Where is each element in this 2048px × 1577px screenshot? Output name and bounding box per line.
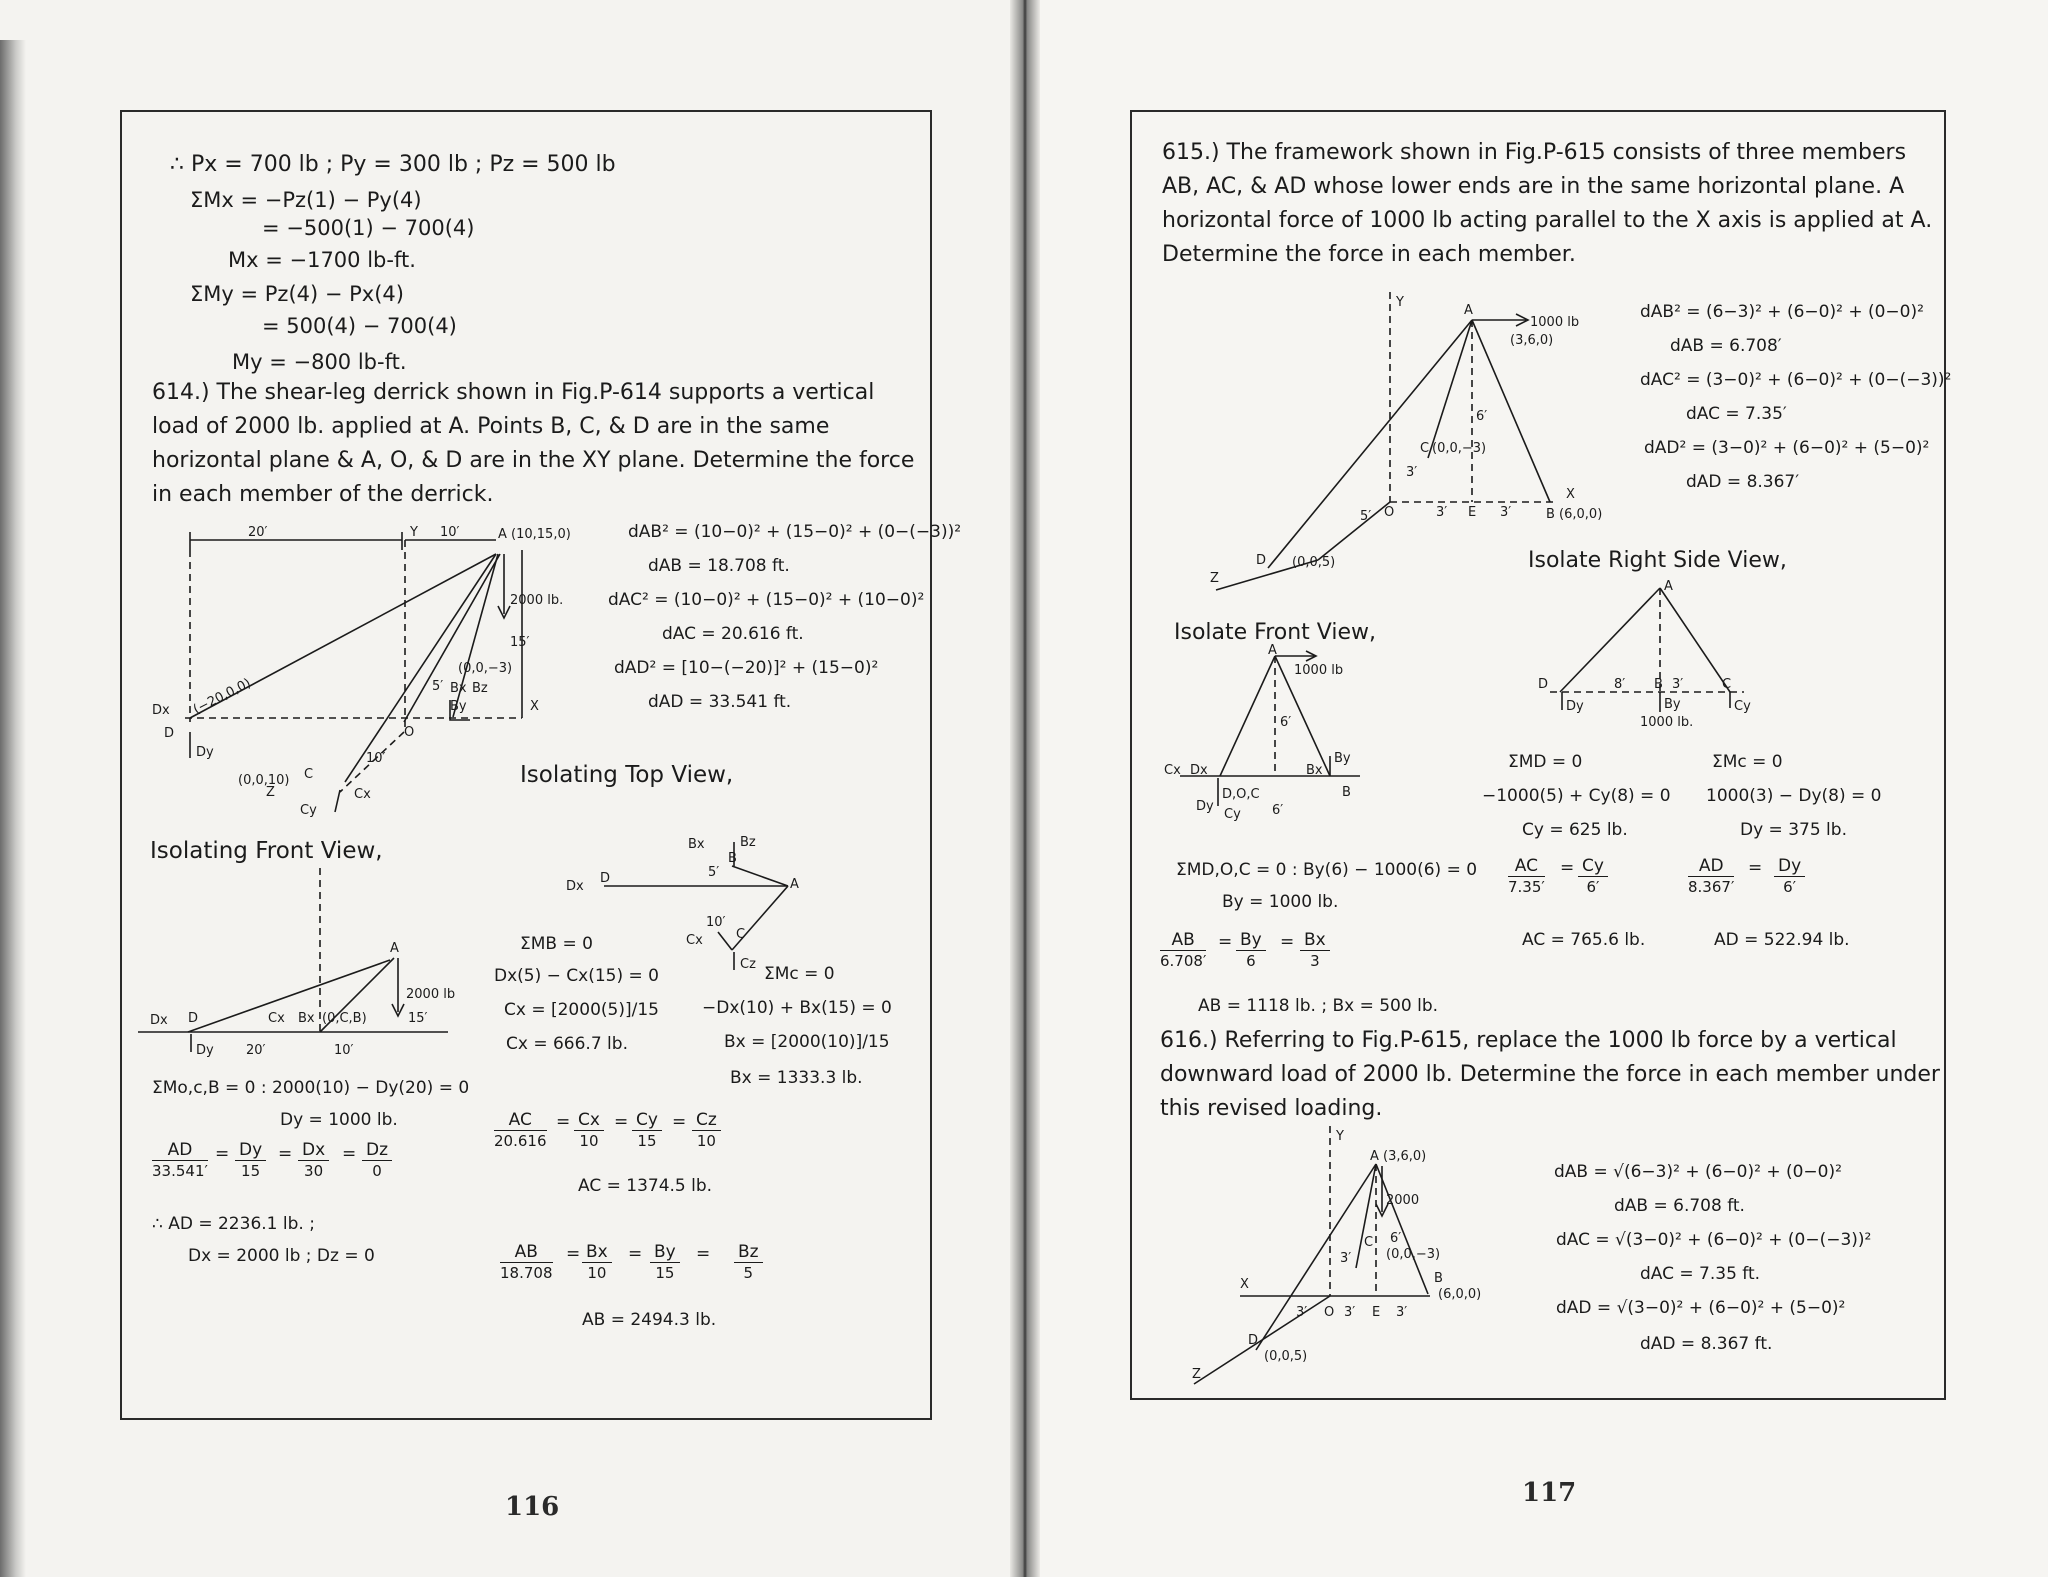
side615-result-ac: AC = 765.6 lb. bbox=[1522, 930, 1646, 950]
fig615-c: C bbox=[1420, 441, 1430, 456]
top614-cz: Cz bbox=[740, 957, 756, 972]
ab-result: AB = 2494.3 lb. bbox=[582, 1310, 717, 1330]
top614-dx: Dx bbox=[566, 879, 584, 894]
fig615-three-b: 3′ bbox=[1436, 505, 1448, 520]
side615-eq-r0: ΣMc = 0 bbox=[1712, 752, 1783, 772]
fig616-three-d: 3′ bbox=[1396, 1305, 1408, 1320]
top614-eq-l1: Dx(5) − Cx(15) = 0 bbox=[494, 966, 659, 986]
fig614-point-c: (0,0,10) bbox=[238, 773, 290, 788]
fig615-z: Z bbox=[1210, 571, 1219, 586]
dist615-1: dAB = 6.708′ bbox=[1670, 336, 1782, 356]
fig615-three-a: 3′ bbox=[1406, 465, 1418, 480]
fig614-dim-10: 10′ bbox=[440, 525, 460, 540]
fig615-d: D bbox=[1256, 553, 1267, 568]
fig616-b: B bbox=[1434, 1271, 1443, 1286]
fig615-y: Y bbox=[1396, 295, 1404, 310]
dist615-5: dAD = 8.367′ bbox=[1686, 472, 1800, 492]
fig616-ccoord: (0,0,−3) bbox=[1386, 1247, 1441, 1262]
dist615-4: dAD² = (3−0)² + (6−0)² + (5−0)² bbox=[1644, 438, 1930, 458]
top614-eq-r1: −Dx(10) + Bx(15) = 0 bbox=[702, 998, 892, 1018]
fig615-dcoord: (0,0,5) bbox=[1292, 555, 1336, 570]
fig614-c-letter: C bbox=[304, 767, 314, 782]
fig615-five: 5′ bbox=[1360, 509, 1372, 524]
fig616-load: 2000 bbox=[1386, 1193, 1420, 1208]
side615-d: D bbox=[1538, 677, 1549, 692]
top614-c: C bbox=[736, 927, 746, 942]
p614-text: 614.) The shear-leg derrick shown in Fig.P-614 supports a vertical load of 2000 lb. applied at A. Points B, C, & D are in the same horizontal plane & A, O, & D are in the XY plane. Determine the force in each member of the derrick. bbox=[152, 380, 915, 507]
front614-frac-dz: $\frac{Dz}{0}$ bbox=[362, 1140, 392, 1181]
top614-eq-l2: Cx = [2000(5)]/15 bbox=[504, 1000, 659, 1020]
fig614-cx: Cx bbox=[354, 787, 371, 802]
p613-eq-0: ΣMx = −Pz(1) − Py(4) bbox=[190, 188, 422, 212]
top614-bz: Bz bbox=[740, 835, 756, 850]
side615-result-ad: AD = 522.94 lb. bbox=[1714, 930, 1850, 950]
ac-result: AC = 1374.5 lb. bbox=[578, 1176, 713, 1196]
fig616-bcoord: (6,0,0) bbox=[1438, 1287, 1482, 1302]
fig616-six: 6′ bbox=[1390, 1231, 1402, 1246]
dist616-4: dAD = √(3−0)² + (6−0)² + (5−0)² bbox=[1556, 1298, 1846, 1318]
front614-cb: (0,C,B) bbox=[322, 1011, 367, 1026]
book-gutter bbox=[1010, 0, 1040, 1577]
fig-616 bbox=[1190, 1126, 1530, 1396]
front615-by: By bbox=[1334, 751, 1351, 766]
front614-d: D bbox=[188, 1011, 199, 1026]
eq-sign: = bbox=[1218, 932, 1233, 952]
fig616-dcoord: (0,0,5) bbox=[1264, 1349, 1308, 1364]
front614-d10: 10′ bbox=[334, 1043, 354, 1058]
side615-d3: 3′ bbox=[1672, 677, 1684, 692]
fig614-dx: Dx bbox=[152, 703, 170, 718]
p615-text: 615.) The framework shown in Fig.P-615 consists of three members AB, AC, & AD whose lower ends are in the same horizontal plane. A horizontal force of 1000 lb acting parallel to the X axis is applied at A. Determine the force in each member. bbox=[1162, 140, 1933, 267]
fig614-dim-15: 15′ bbox=[510, 635, 530, 650]
fig614-by: By bbox=[450, 699, 467, 714]
side615-c: C bbox=[1722, 677, 1732, 692]
side615-frac-dy: $\frac{Dy}{6'}$ bbox=[1774, 856, 1805, 897]
ab615-frac-bx: $\frac{Bx}{3}$ bbox=[1300, 930, 1330, 971]
dist616-0: dAB = √(6−3)² + (6−0)² + (0−0)² bbox=[1554, 1162, 1842, 1182]
fig615-acoord: (3,6,0) bbox=[1510, 333, 1554, 348]
top614-d10: 10′ bbox=[706, 915, 726, 930]
side615-b: B bbox=[1654, 677, 1663, 692]
fig614-z-label: Z bbox=[266, 785, 275, 800]
dist615-2: dAC² = (3−0)² + (6−0)² + (0−(−3))² bbox=[1640, 370, 1952, 390]
side615-eq-r2: Dy = 375 lb. bbox=[1740, 820, 1847, 840]
page-number-left: 116 bbox=[505, 1492, 560, 1522]
p613-eq-2: Mx = −1700 lb-ft. bbox=[228, 248, 416, 272]
fig615-x: X bbox=[1566, 487, 1575, 502]
fig616-c: C bbox=[1364, 1235, 1374, 1250]
front614-bx: Bx bbox=[298, 1011, 315, 1026]
front-view-fig-614 bbox=[128, 862, 458, 1062]
front615-six: 6′ bbox=[1280, 715, 1292, 730]
fig614-point-a: A (10,15,0) bbox=[498, 527, 571, 542]
ab615-frac-by: $\frac{By}{6}$ bbox=[1236, 930, 1266, 971]
ab-frac-bz: $\frac{Bz}{5}$ bbox=[734, 1242, 763, 1283]
eq-sign: = bbox=[1560, 858, 1575, 878]
front614-dx: Dx bbox=[150, 1013, 168, 1028]
top614-eq-r3: Bx = 1333.3 lb. bbox=[730, 1068, 863, 1088]
front614-a: A bbox=[390, 941, 399, 956]
front614-eq-1: Dy = 1000 lb. bbox=[280, 1110, 398, 1130]
front614-d20: 20′ bbox=[246, 1043, 266, 1058]
front-view-fig-615 bbox=[1160, 643, 1390, 836]
side615-frac-ac: $\frac{AC}{7.35'}$ bbox=[1508, 856, 1545, 896]
eq-sign: = bbox=[672, 1112, 687, 1132]
mdoc-eq-0: ΣMD,O,C = 0 : By(6) − 1000(6) = 0 bbox=[1176, 860, 1478, 880]
top614-b: B bbox=[728, 851, 737, 866]
front614-dy: Dy bbox=[196, 1043, 214, 1058]
ab-frac-ab: $\frac{AB}{18.708}$ bbox=[500, 1242, 553, 1282]
fig614-dy: Dy bbox=[196, 745, 214, 760]
side615-frac-cy: $\frac{Cy}{6'}$ bbox=[1578, 856, 1608, 897]
front615-load: 1000 lb bbox=[1294, 663, 1344, 678]
side615-by: By bbox=[1664, 697, 1681, 712]
side615-a: A bbox=[1664, 579, 1673, 594]
top614-d: D bbox=[600, 871, 611, 886]
side615-cy: Cy bbox=[1734, 699, 1751, 714]
eq-sign: = bbox=[1748, 858, 1763, 878]
fig616-three-b: 3′ bbox=[1296, 1305, 1308, 1320]
dist614-1: dAB = 18.708 ft. bbox=[648, 556, 790, 576]
top614-cx: Cx bbox=[686, 933, 703, 948]
ab615-result: AB = 1118 lb. ; Bx = 500 lb. bbox=[1198, 996, 1439, 1016]
eq-sign: = bbox=[278, 1144, 293, 1164]
fig616-z: Z bbox=[1192, 1367, 1201, 1382]
front614-frac-ad: $\frac{AD}{33.541'}$ bbox=[152, 1140, 208, 1180]
eq-sign: = bbox=[628, 1244, 643, 1264]
top614-bx: Bx bbox=[688, 837, 705, 852]
dist614-5: dAD = 33.541 ft. bbox=[648, 692, 792, 712]
p613-eq-1: = −500(1) − 700(4) bbox=[262, 216, 475, 240]
fig615-o: O bbox=[1384, 505, 1395, 520]
front-view-heading-615: Isolate Front View, bbox=[1174, 620, 1376, 645]
ab615-frac-ab: $\frac{AB}{6.708'}$ bbox=[1160, 930, 1207, 970]
front615-doc: D,O,C bbox=[1222, 787, 1260, 802]
fig615-load: 1000 lb bbox=[1530, 315, 1580, 330]
fig614-y-label: Y bbox=[410, 525, 418, 540]
front614-eq-0: ΣMo,c,B = 0 : 2000(10) − Dy(20) = 0 bbox=[152, 1078, 470, 1098]
fig614-load: 2000 lb. bbox=[510, 593, 564, 608]
fig615-three-c: 3′ bbox=[1500, 505, 1512, 520]
fig616-x: X bbox=[1240, 1277, 1249, 1292]
dist614-4: dAD² = [10−(−20)]² + (15−0)² bbox=[614, 658, 879, 678]
dist616-1: dAB = 6.708 ft. bbox=[1614, 1196, 1745, 1216]
fig615-a: A bbox=[1464, 303, 1473, 318]
dist616-5: dAD = 8.367 ft. bbox=[1640, 1334, 1773, 1354]
eq-sign: = bbox=[696, 1244, 711, 1264]
top614-eq-r2: Bx = [2000(10)]/15 bbox=[724, 1032, 890, 1052]
front614-frac-dx: $\frac{Dx}{30}$ bbox=[298, 1140, 329, 1181]
mdoc-eq-1: By = 1000 lb. bbox=[1222, 892, 1339, 912]
page-edge-shadow bbox=[0, 40, 26, 1577]
front615-bx: Bx bbox=[1306, 763, 1323, 778]
front615-a: A bbox=[1268, 643, 1277, 658]
dist616-3: dAC = 7.35 ft. bbox=[1640, 1264, 1761, 1284]
ab-frac-by: $\frac{By}{15}$ bbox=[650, 1242, 680, 1283]
fig614-point-d: (−20,0,0) bbox=[191, 675, 254, 718]
p613-eq-4: = 500(4) − 700(4) bbox=[262, 314, 457, 338]
top-view-fig-614 bbox=[560, 826, 810, 986]
front615-dx: Dx bbox=[1190, 763, 1208, 778]
fig614-o-label: O bbox=[404, 725, 415, 740]
eq-sign: = bbox=[614, 1112, 629, 1132]
fig616-three-c: 3′ bbox=[1344, 1305, 1356, 1320]
fig614-point-b: (0,0,−3) bbox=[458, 661, 513, 676]
side615-load: 1000 lb. bbox=[1640, 715, 1694, 730]
front614-h: 15′ bbox=[408, 1011, 428, 1026]
ab-frac-bx: $\frac{Bx}{10}$ bbox=[582, 1242, 612, 1283]
front614-frac-dy: $\frac{Dy}{15}$ bbox=[235, 1140, 266, 1181]
fig614-dim-20: 20′ bbox=[248, 525, 268, 540]
fig614-cy: Cy bbox=[300, 803, 317, 818]
fig615-six: 6′ bbox=[1476, 409, 1488, 424]
p613-summary: ∴ Px = 700 lb ; Py = 300 lb ; Pz = 500 lb bbox=[170, 152, 616, 177]
side-view-heading: Isolate Right Side View, bbox=[1528, 548, 1787, 573]
dist614-2: dAC² = (10−0)² + (15−0)² + (10−0)² bbox=[608, 590, 925, 610]
fig615-b: B (6,0,0) bbox=[1546, 507, 1603, 522]
fig616-a: A (3,6,0) bbox=[1370, 1149, 1427, 1164]
fig614-bx: Bx bbox=[450, 681, 467, 696]
side615-eq-l1: −1000(5) + Cy(8) = 0 bbox=[1482, 786, 1671, 806]
fig616-y: Y bbox=[1336, 1129, 1344, 1144]
dist615-3: dAC = 7.35′ bbox=[1686, 404, 1787, 424]
top-view-heading: Isolating Top View, bbox=[520, 762, 734, 788]
page-number-right: 117 bbox=[1522, 1478, 1577, 1508]
side615-eq-l2: Cy = 625 lb. bbox=[1522, 820, 1628, 840]
front615-cx: Cx bbox=[1164, 763, 1181, 778]
ac-frac-ac: $\frac{AC}{20.616}$ bbox=[494, 1110, 547, 1150]
dist616-2: dAC = √(3−0)² + (6−0)² + (0−(−3))² bbox=[1556, 1230, 1872, 1250]
front614-result-1: Dx = 2000 lb ; Dz = 0 bbox=[188, 1246, 375, 1266]
p613-eq-3: ΣMy = Pz(4) − Px(4) bbox=[190, 282, 404, 306]
fig616-e: E bbox=[1372, 1305, 1381, 1320]
front615-d6: 6′ bbox=[1272, 803, 1284, 818]
fig-615 bbox=[1210, 290, 1630, 590]
ac-frac-cy: $\frac{Cy}{15}$ bbox=[632, 1110, 662, 1151]
fig616-d: D bbox=[1248, 1333, 1259, 1348]
front614-load: 2000 lb bbox=[406, 987, 456, 1002]
eq-sign: = bbox=[566, 1244, 581, 1264]
front614-result-0: ∴ AD = 2236.1 lb. ; bbox=[152, 1214, 315, 1234]
ac-frac-cz: $\frac{Cz}{10}$ bbox=[692, 1110, 721, 1151]
front615-cy: Cy bbox=[1224, 807, 1241, 822]
front-view-heading: Isolating Front View, bbox=[150, 838, 383, 864]
eq-sign: = bbox=[1280, 932, 1295, 952]
p616-text: 616.) Referring to Fig.P-615, replace the 1000 lb force by a vertical downward load of 2000 lb. Determine the force in each member under this revised loading. bbox=[1160, 1028, 1940, 1121]
side615-d8: 8′ bbox=[1614, 677, 1626, 692]
side615-eq-l0: ΣMD = 0 bbox=[1508, 752, 1583, 772]
fig614-dim-5: 5′ bbox=[432, 679, 444, 694]
fig615-ccoord: (0,0,−3) bbox=[1432, 441, 1487, 456]
fig616-three-a: 3′ bbox=[1340, 1251, 1352, 1266]
side-view-fig-615 bbox=[1530, 580, 1760, 730]
eq-sign: = bbox=[342, 1144, 357, 1164]
eq-sign: = bbox=[215, 1144, 230, 1164]
front614-cx: Cx bbox=[268, 1011, 285, 1026]
fig614-dim-10b: 10′ bbox=[366, 751, 386, 766]
dist614-0: dAB² = (10−0)² + (15−0)² + (0−(−3))² bbox=[628, 522, 962, 542]
side615-eq-r1: 1000(3) − Dy(8) = 0 bbox=[1706, 786, 1882, 806]
dist615-0: dAB² = (6−3)² + (6−0)² + (0−0)² bbox=[1640, 302, 1924, 322]
top614-d5: 5′ bbox=[708, 865, 720, 880]
dist614-3: dAC = 20.616 ft. bbox=[662, 624, 804, 644]
top614-eq-r0: ΣMc = 0 bbox=[764, 964, 835, 984]
fig614-bz: Bz bbox=[472, 681, 488, 696]
side615-dy: Dy bbox=[1566, 699, 1584, 714]
front615-dy: Dy bbox=[1196, 799, 1214, 814]
fig616-o: O bbox=[1324, 1305, 1335, 1320]
eq-sign: = bbox=[556, 1112, 571, 1132]
ac-frac-cx: $\frac{Cx}{10}$ bbox=[574, 1110, 604, 1151]
side615-frac-ad: $\frac{AD}{8.367'}$ bbox=[1688, 856, 1735, 896]
fig614-d-letter: D bbox=[164, 726, 175, 741]
fig614-x-label: X bbox=[530, 699, 539, 714]
p613-eq-5: My = −800 lb-ft. bbox=[232, 350, 407, 374]
top614-a: A bbox=[790, 877, 799, 892]
front615-b: B bbox=[1342, 785, 1351, 800]
top614-eq-l0: ΣMB = 0 bbox=[520, 934, 593, 954]
fig615-e: E bbox=[1468, 505, 1477, 520]
top614-eq-l3: Cx = 666.7 lb. bbox=[506, 1034, 628, 1054]
